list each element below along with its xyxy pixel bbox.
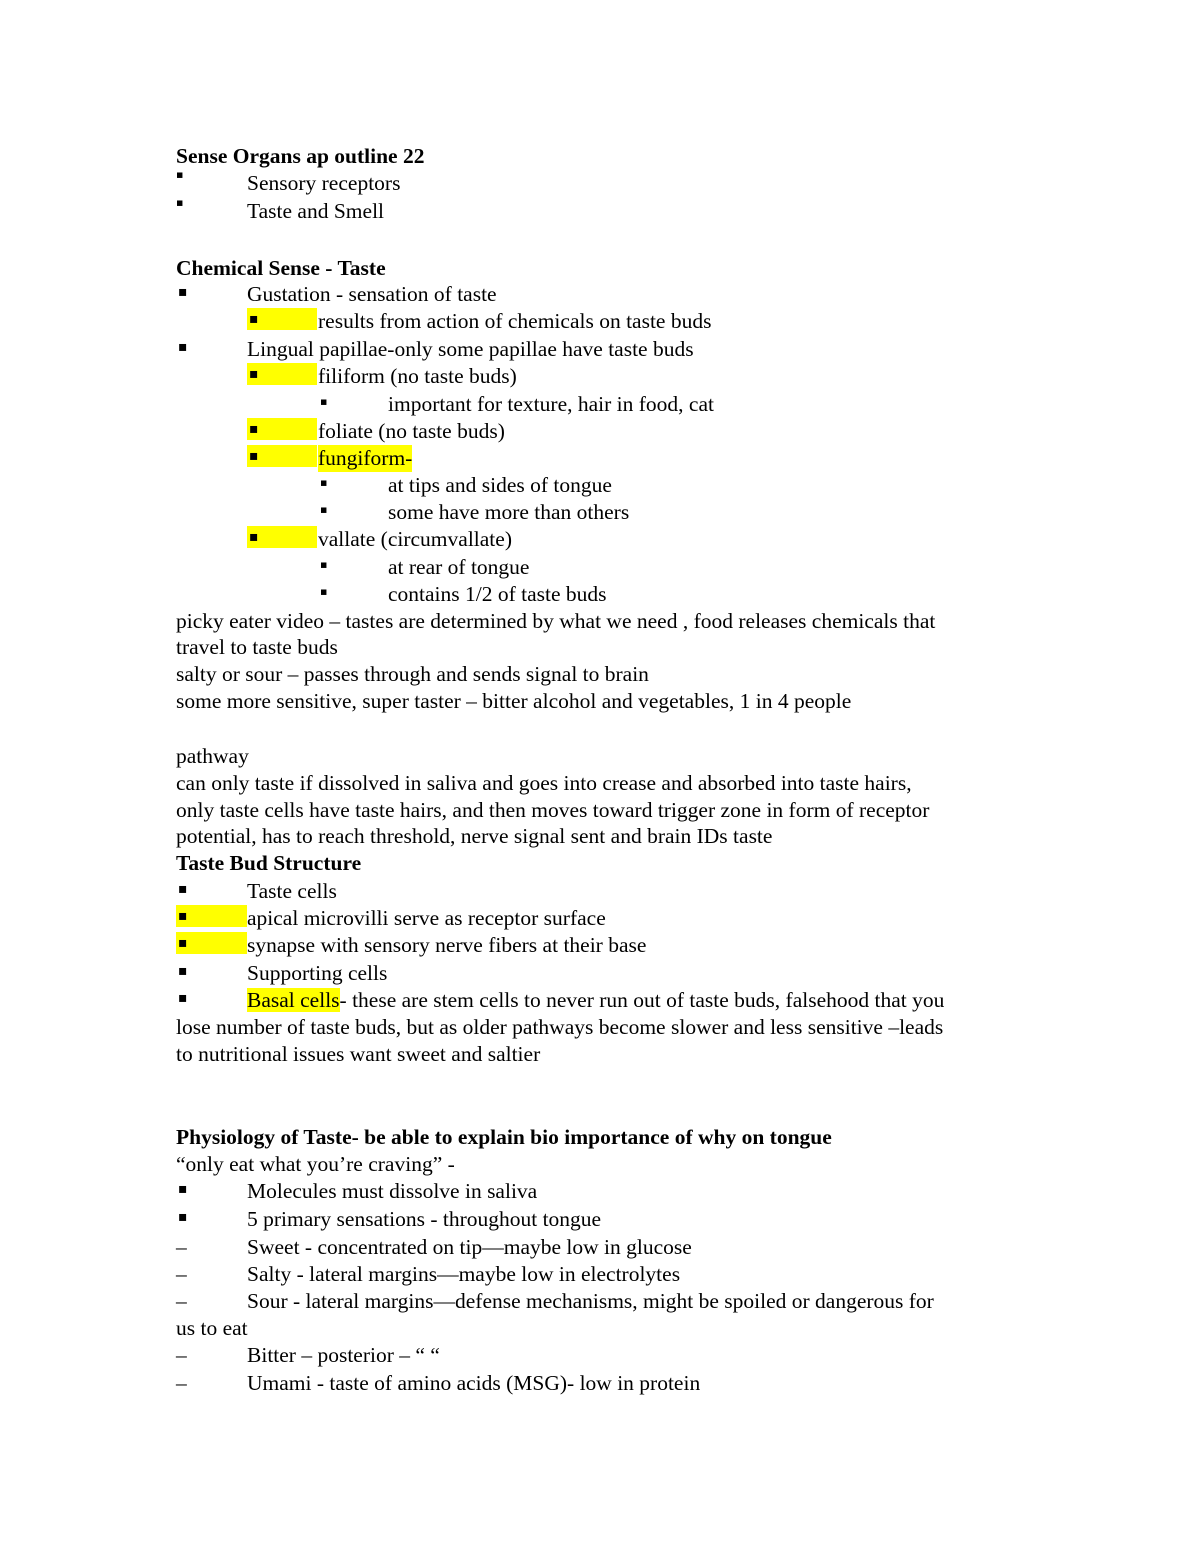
note-line: picky eater video – tastes are determined by what we need , food releases chemicals that — [176, 609, 936, 633]
dash-bullet: – — [176, 1262, 187, 1286]
bullet-icon: ▪ — [247, 363, 317, 385]
physiology-item-text: Molecules must dissolve in saliva — [247, 1179, 538, 1203]
bullet-icon: ▪ — [320, 395, 328, 408]
dash-bullet: – — [176, 1371, 187, 1395]
bullet-icon: ▪ — [247, 526, 317, 548]
sensation-text: Umami - taste of amino acids (MSG)- low in protein — [247, 1371, 701, 1395]
physiology-item-text: 5 primary sensations - throughout tongue — [247, 1207, 602, 1231]
fungiform-sub-text: at tips and sides of tongue — [388, 473, 612, 497]
pathway-line: only taste cells have taste hairs, and then moves toward trigger zone in form of receptor — [176, 798, 930, 822]
basal-highlight-text: Basal cells — [247, 988, 340, 1012]
bullet-icon: ▪ — [176, 932, 247, 954]
gustation-text: Gustation - sensation of taste — [247, 282, 497, 306]
physiology-quote: “only eat what you’re craving” - — [176, 1152, 455, 1176]
bullet-icon: ▪ — [320, 558, 328, 571]
dash-bullet: – — [176, 1289, 187, 1313]
bullet-icon: ▪ — [247, 308, 317, 330]
bullet-icon: ▪ — [247, 445, 317, 467]
basal-rest-text: - these are stem cells to never run out of taste buds, falsehood that you — [339, 988, 945, 1012]
bullet-icon: ▪ — [176, 168, 184, 181]
physiology-title: Physiology of Taste- be able to explain bio importance of why on tongue — [176, 1125, 832, 1149]
basal-line: to nutritional issues want sweet and saltier — [176, 1042, 541, 1066]
pathway-line: potential, has to reach threshold, nerve signal sent and brain IDs taste — [176, 824, 773, 848]
bullet-icon: ▪ — [320, 585, 328, 598]
bullet-icon: ▪ — [176, 905, 247, 927]
gustation-sub-text: results from action of chemicals on taste buds — [318, 309, 712, 333]
vallate-text: vallate (circumvallate) — [318, 527, 512, 551]
bullet-icon: ▪ — [320, 503, 328, 516]
bullet-icon: ▪ — [176, 196, 184, 209]
sour-continuation: us to eat — [176, 1316, 248, 1340]
fungiform-text: fungiform- — [318, 446, 413, 470]
taste-cells-text: Taste cells — [247, 879, 337, 903]
microvilli-text: apical microvilli serve as receptor surface — [247, 906, 606, 930]
note-line: some more sensitive, super taster – bitter alcohol and vegetables, 1 in 4 people — [176, 689, 852, 713]
bullet-icon: ▪ — [178, 881, 188, 897]
bud-title: Taste Bud Structure — [176, 851, 362, 875]
dash-bullet: – — [176, 1235, 187, 1259]
dash-bullet: – — [176, 1343, 187, 1367]
synapse-text: synapse with sensory nerve fibers at their base — [247, 933, 647, 957]
note-line: salty or sour – passes through and sends signal to brain — [176, 662, 649, 686]
filiform-sub-text: important for texture, hair in food, cat — [388, 392, 714, 416]
outline-item-label: Taste and Smell — [247, 199, 385, 223]
bullet-icon: ▪ — [178, 1209, 188, 1225]
supporting-text: Supporting cells — [247, 961, 388, 985]
pathway-label: pathway — [176, 744, 249, 768]
papillae-text: Lingual papillae-only some papillae have taste buds — [247, 337, 694, 361]
sensation-text: Sour - lateral margins—defense mechanisms, might be spoiled or dangerous for — [247, 1289, 934, 1313]
note-line: travel to taste buds — [176, 635, 338, 659]
sensation-text: Sweet - concentrated on tip—maybe low in glucose — [247, 1235, 692, 1259]
pathway-line: can only taste if dissolved in saliva and goes into crease and absorbed into taste hairs, — [176, 771, 912, 795]
bullet-icon: ▪ — [178, 339, 188, 355]
taste-title: Chemical Sense - Taste — [176, 256, 386, 280]
outline-item-label: Sensory receptors — [247, 171, 401, 195]
vallate-sub-text: contains 1/2 of taste buds — [388, 582, 607, 606]
sensation-text: Salty - lateral margins—maybe low in electrolytes — [247, 1262, 681, 1286]
bullet-icon: ▪ — [178, 963, 188, 979]
bullet-icon: ▪ — [320, 476, 328, 489]
vallate-sub-text: at rear of tongue — [388, 555, 530, 579]
outline-title: Sense Organs ap outline 22 — [176, 144, 425, 168]
foliate-text: foliate (no taste buds) — [318, 419, 505, 443]
bullet-icon: ▪ — [178, 284, 188, 300]
bullet-icon: ▪ — [247, 418, 317, 440]
bullet-icon: ▪ — [178, 1181, 188, 1197]
sensation-text: Bitter – posterior – “ “ — [247, 1343, 440, 1367]
bullet-icon: ▪ — [178, 990, 188, 1006]
fungiform-sub-text: some have more than others — [388, 500, 630, 524]
basal-line: lose number of taste buds, but as older pathways become slower and less sensitive –leads — [176, 1015, 944, 1039]
filiform-text: filiform (no taste buds) — [318, 364, 517, 388]
